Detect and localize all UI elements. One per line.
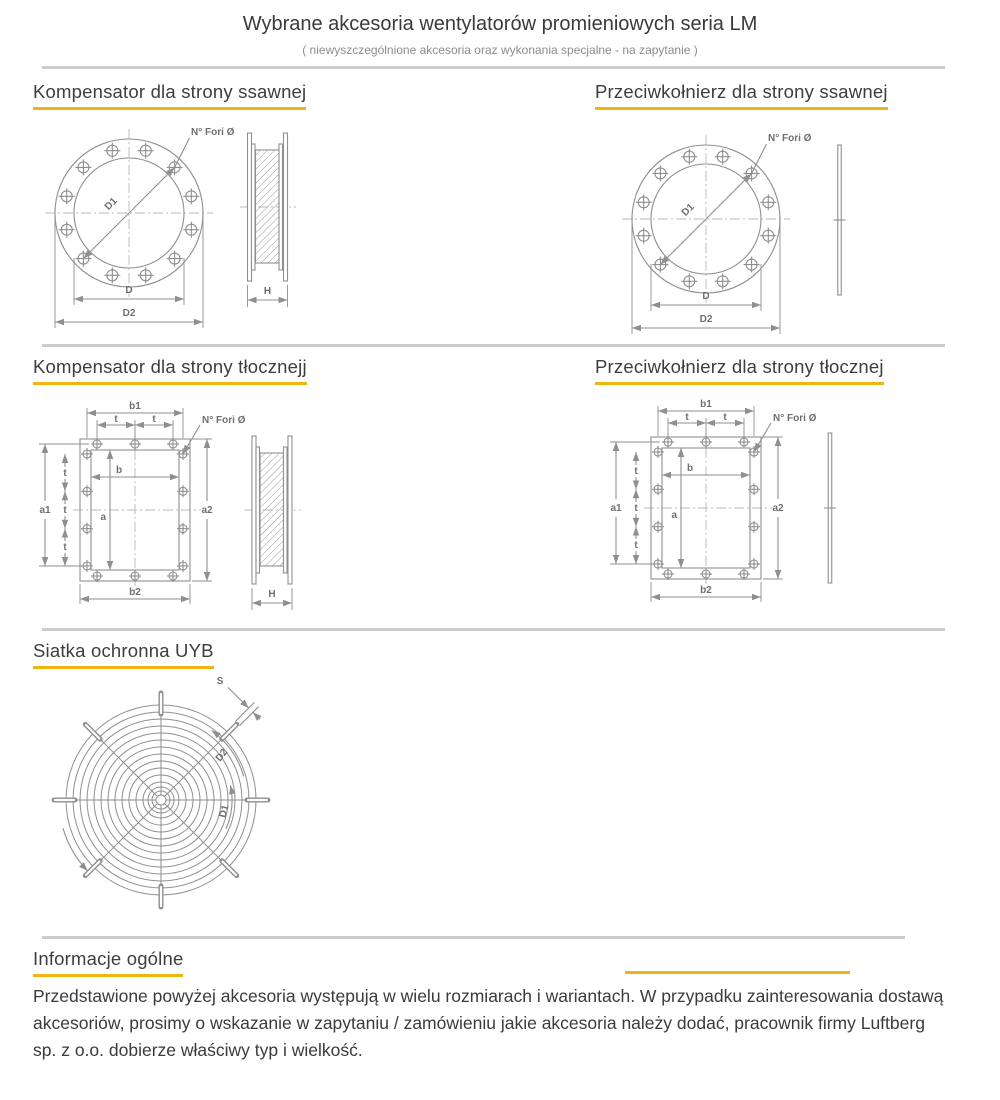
siatka-drawing <box>30 665 330 945</box>
przeciwkolnierz-ssawny-drawing <box>590 110 920 350</box>
kompensator-ssawny-drawing <box>20 110 340 345</box>
info-text: Przedstawione powyżej akcesoria występują w wielu rozmiarach i wariantach. W przypadku zainteresowania dostawą akcesoriów, prosimy o wskazanie w zapytaniu / zamówieniu jakie akcesoria należy dodać, pracownik firmy Luftberg sp. z o.o. dobierze właściwy typ i wielkość. <box>33 986 944 1061</box>
section-title-przeciwkolnierz-ssawny: Przeciwkołnierz dla strony ssawnej <box>595 81 888 110</box>
section-underline-right <box>625 971 850 974</box>
przeciwkolnierz-tloczny-drawing <box>585 390 925 630</box>
kompensator-tloczny-drawing <box>20 390 350 630</box>
section-title-kompensator-tloczny: Kompensator dla strony tłocznejj <box>33 356 307 385</box>
divider-row2 <box>42 628 945 631</box>
section-title-przeciwkolnierz-tloczny: Przeciwkołnierz dla strony tłocznej <box>595 356 884 385</box>
divider-bottom <box>42 936 905 939</box>
divider-row1 <box>42 344 945 347</box>
label-s: S <box>216 676 224 687</box>
section-title-informacje: Informacje ogólne <box>33 948 183 977</box>
section-title-kompensator-ssawny: Kompensator dla strony ssawnej <box>33 81 306 110</box>
section-title-siatka: Siatka ochronna UYB <box>33 640 214 669</box>
label-mesh-d1: D1 <box>217 803 232 819</box>
page-subtitle: ( niewyszczególnione akcesoria oraz wykonania specjalne - na zapytanie ) <box>302 43 698 57</box>
label-mesh-d2: D2 <box>213 747 231 764</box>
divider-top <box>42 66 945 69</box>
page-title: Wybrane akcesoria wentylatorów promieniowych seria LM <box>242 13 758 35</box>
mesh-grille <box>54 693 268 907</box>
